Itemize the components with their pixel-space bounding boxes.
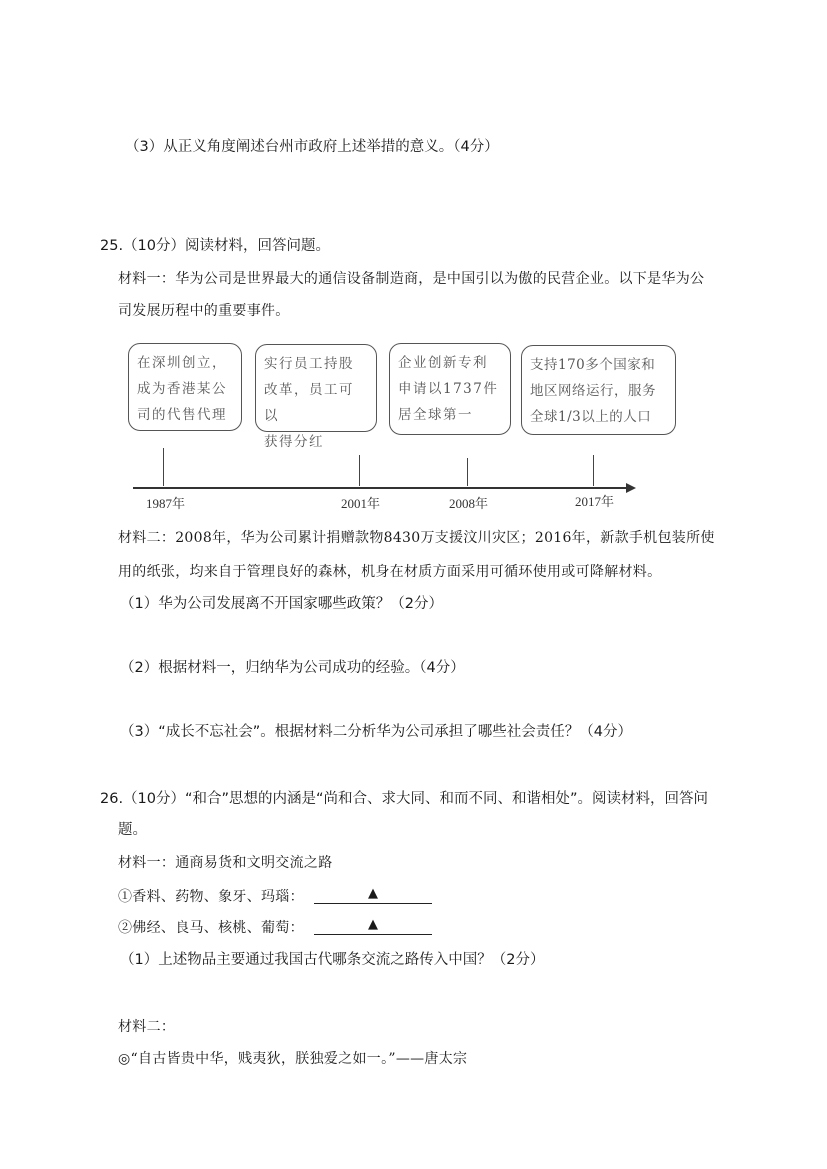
q25-material1-line2: 司发展历程中的重要事件。: [118, 303, 290, 319]
timeline-box-2017: 支持170多个国家和 地区网络运行，服务 全球1/3以上的人口: [521, 345, 676, 435]
q25-header: 25.（10分）阅读材料，回答问题。: [100, 238, 331, 254]
q25-material1-line1: 材料一：华为公司是世界最大的通信设备制造商，是中国引以为傲的民营企业。以下是华为公: [118, 271, 705, 287]
timeline-year-1987: 1987年: [146, 496, 186, 511]
q25-material2-line2: 用的纸张，均来自于管理良好的森林，机身在材质方面采用可循环使用或可降解材料。: [118, 564, 662, 580]
timeline-box-2008: 企业创新专利 申请以1737件 居全球第一: [389, 343, 511, 435]
timeline-arrow-icon: [626, 483, 636, 493]
q26-item1: ①香料、药物、象牙、玛瑙：: [118, 889, 304, 905]
q25-sub3: （3）“成长不忘社会”。根据材料二分析华为公司承担了哪些社会责任？（4分）: [120, 724, 632, 740]
q26-item2-answer-blank[interactable]: ▲: [314, 916, 432, 935]
q26-material2-title: 材料二：: [118, 1019, 176, 1035]
q26-item1-answer-blank[interactable]: ▲: [314, 885, 432, 904]
q26-quote1: ◎“自古皆贵中华，贱夷狄，朕独爱之如一。”——唐太宗: [118, 1051, 468, 1067]
timeline-box-2001: 实行员工持股 改革，员工可以 获得分红: [255, 344, 377, 432]
q25-sub1: （1）华为公司发展离不开国家哪些政策？（2分）: [120, 596, 443, 612]
timeline-box-1987: 在深圳创立， 成为香港某公 司的代售代理: [128, 343, 242, 431]
timeline-year-2001: 2001年: [341, 496, 381, 511]
q25-material2-line1: 材料二：2008年，华为公司累计捐赠款物8430万支援汶川灾区；2016年，新款手机包装所使: [118, 530, 715, 546]
q26-header-line1: 26.（10分）“和合”思想的内涵是“尚和合、求大同、和而不同、和谐相处”。阅读材料，回答问: [100, 791, 709, 807]
q26-sub1: （1）上述物品主要通过我国古代哪条交流之路传入中国？（2分）: [120, 952, 545, 968]
timeline-tick-2017: [593, 455, 594, 486]
q24-sub3: （3）从正义角度阐述台州市政府上述举措的意义。（4分）: [125, 139, 499, 155]
q26-header-line2: 题。: [118, 822, 147, 838]
timeline-axis: [133, 487, 627, 489]
timeline-year-2017: 2017年: [575, 494, 615, 509]
q25-sub2: （2）根据材料一，归纳华为公司成功的经验。（4分）: [120, 660, 465, 676]
timeline-tick-2008: [467, 458, 468, 486]
timeline-tick-2001: [359, 455, 360, 486]
q26-item2: ②佛经、良马、核桃、葡萄：: [118, 920, 304, 936]
timeline-year-2008: 2008年: [449, 496, 489, 511]
timeline-tick-1987: [163, 448, 164, 486]
q26-material1-title: 材料一：通商易货和文明交流之路: [118, 855, 333, 871]
